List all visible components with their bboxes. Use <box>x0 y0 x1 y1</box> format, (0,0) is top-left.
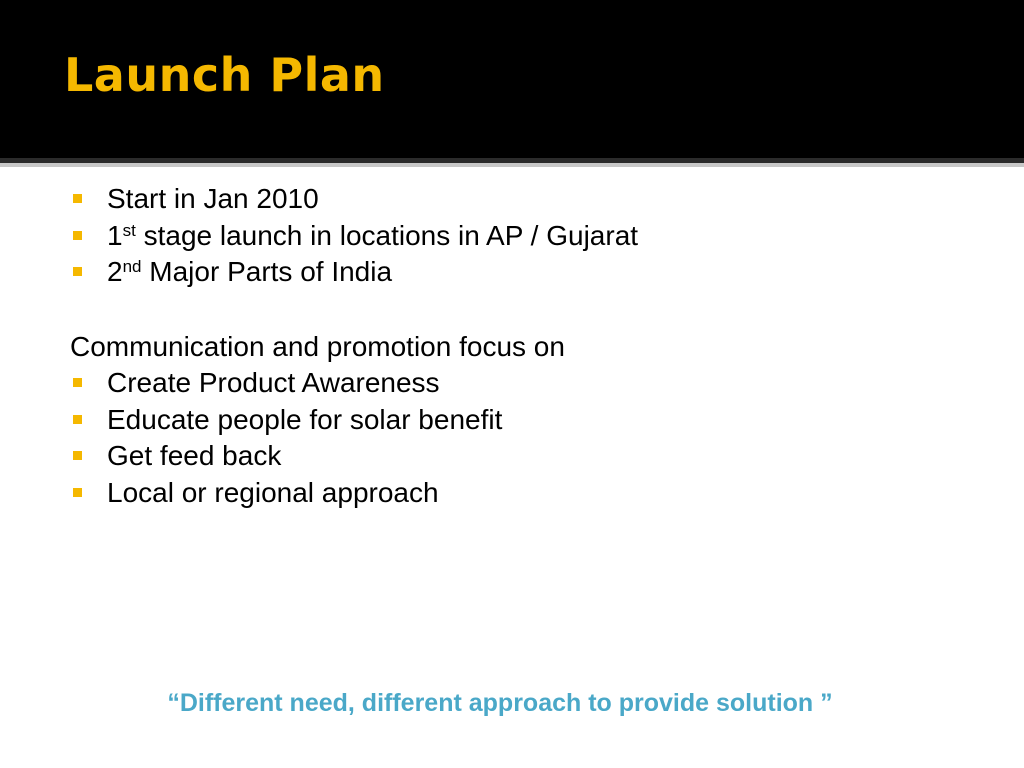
list-item-text: Create Product Awareness <box>107 367 440 398</box>
list-item-text: Start in Jan 2010 <box>107 183 319 214</box>
list-item <box>70 438 970 475</box>
square-bullet-icon <box>73 415 82 424</box>
list-item-text: Local or regional approach <box>107 476 439 508</box>
list-item <box>70 181 970 218</box>
title-bar <box>0 0 1024 158</box>
square-bullet-icon <box>73 378 82 387</box>
ordinal-suffix: nd <box>122 257 142 276</box>
square-bullet-icon <box>73 267 82 276</box>
square-bullet-icon <box>73 488 82 497</box>
communication-heading: Communication and promotion focus on <box>70 330 565 362</box>
list-item <box>70 365 970 402</box>
square-bullet-icon <box>73 194 82 203</box>
list-item <box>70 254 970 291</box>
ordinal-suffix: st <box>122 220 136 240</box>
slide-title: Launch Plan <box>64 48 385 102</box>
list-item <box>70 475 970 512</box>
ordinal-number: 1 <box>107 219 123 251</box>
slide-body <box>70 181 970 511</box>
list-item <box>70 402 970 439</box>
list-item <box>70 218 970 255</box>
launch-bullet-list <box>70 181 970 291</box>
slide-quote: “Different need, different approach to provide solution ” <box>167 689 833 717</box>
focus-bullet-list <box>70 365 970 511</box>
square-bullet-icon <box>73 231 82 240</box>
title-divider-light <box>0 163 1024 167</box>
list-item-text: Educate people for solar benefit <box>107 403 503 435</box>
list-item-text: Major Parts of India <box>141 256 393 287</box>
square-bullet-icon <box>73 451 82 460</box>
list-item-text: stage launch in locations in AP / Gujarat <box>135 219 639 251</box>
ordinal-number: 2 <box>107 256 123 287</box>
list-item-text: Get feed back <box>107 440 282 471</box>
paragraph-spacer <box>70 291 970 329</box>
